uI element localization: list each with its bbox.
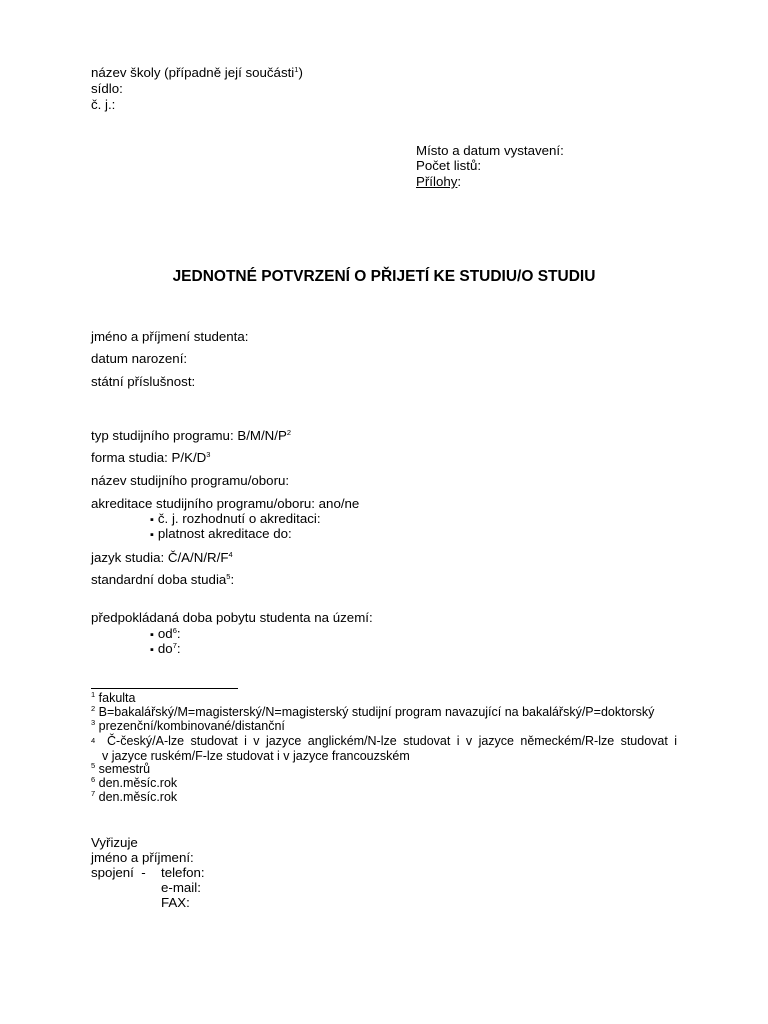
footnote-ref-6: 6 [172, 626, 177, 635]
study-form-label: forma studia: P/K/D [91, 450, 207, 465]
document-title: JEDNOTNÉ POTVRZENÍ O PŘIJETÍ KE STUDIU/O STUDIU [172, 268, 596, 285]
footnote [91, 790, 677, 805]
footnote-ref-1: 1 [294, 65, 299, 74]
attachments-colon: : [457, 174, 462, 189]
standard-duration-colon: : [230, 572, 235, 587]
phone-label: telefon: [161, 865, 205, 880]
stay-to-line [150, 641, 181, 658]
stay-duration-label: předpokládaná doba pobytu studenta na území: [91, 610, 373, 625]
accreditation-item: ▪ platnost akreditace do: [150, 526, 292, 543]
stay-from-label: od [157, 626, 173, 641]
footnote-number: 2 [91, 704, 96, 713]
seat-label: sídlo: [91, 81, 123, 96]
attachments-line [416, 174, 461, 190]
study-form-line [91, 450, 210, 466]
footnote-ref-4: 4 [228, 550, 233, 559]
footnote-number: 3 [91, 718, 96, 727]
contact-name-label: jméno a příjmení: [91, 850, 194, 865]
standard-duration-line [91, 572, 234, 588]
footnote-text: fakulta [98, 691, 136, 705]
fax-label: FAX: [161, 895, 190, 910]
page-count-label: Počet listů: [416, 158, 482, 173]
footnote-text: Č-český/A-lze studovat i v jazyce anglickém/N-lze studovat i v jazyce německém/R-lze studovat i [107, 734, 677, 748]
footnote-number: 1 [91, 690, 96, 699]
citizenship-label: státní příslušnost: [91, 374, 196, 389]
program-type-label: typ studijního programu: B/M/N/P [91, 428, 287, 443]
attachments-label: Přílohy [416, 174, 458, 189]
footnote-ref-5: 5 [226, 572, 231, 581]
footnote-number: 5 [91, 761, 96, 770]
footnote-text: den.měsíc.rok [98, 776, 178, 790]
footnote-number: 4 [91, 736, 96, 745]
footnote-first-line [91, 734, 677, 749]
accreditation-item: ▪ č. j. rozhodnutí o akreditaci: [150, 511, 321, 528]
birth-date-label: datum narození: [91, 351, 188, 366]
stay-to-label: do [157, 641, 173, 656]
accreditation-label: akreditace studijního programu/oboru: ano/ne [91, 496, 360, 511]
place-date-label: Místo a datum vystavení: [416, 143, 564, 158]
program-type-line [91, 428, 291, 444]
standard-duration-label: standardní doba studia [91, 572, 227, 587]
footnote-number: 6 [91, 775, 96, 784]
footnote-ref-3: 3 [206, 450, 211, 459]
email-label: e-mail: [161, 880, 201, 895]
footnote-text: den.měsíc.rok [98, 790, 178, 804]
footnote-text: B=bakalářský/M=magisterský/N=magisterský studijní program navazující na bakalářský/P=doktorský [98, 705, 655, 719]
footnote [91, 734, 677, 763]
stay-to-colon: : [176, 641, 181, 656]
footnote [91, 776, 677, 791]
handled-by-label: Vyřizuje [91, 835, 138, 850]
footnote-separator [91, 688, 238, 689]
connection-label: spojení - [91, 865, 146, 880]
footnote [91, 705, 677, 720]
school-name-label: název školy (případně její součásti [91, 65, 295, 80]
study-language-label: jazyk studia: Č/A/N/R/F [91, 550, 229, 565]
footnote-text-continued: v jazyce ruském/F-lze studovat i v jazyce francouzském [102, 748, 410, 763]
footnote-ref-2: 2 [286, 428, 292, 437]
footnote-number: 7 [91, 789, 96, 798]
footnote [91, 719, 677, 734]
footnote-text: semestrů [98, 762, 151, 776]
student-name-label: jméno a příjmení studenta: [91, 329, 249, 344]
footnote-text: prezenční/kombinované/distanční [98, 719, 285, 733]
stay-from-colon: : [176, 626, 181, 641]
reference-number-label: č. j.: [91, 97, 116, 112]
school-name-line [91, 65, 303, 81]
program-name-label: název studijního programu/oboru: [91, 473, 290, 488]
footnote-ref-7: 7 [172, 641, 177, 650]
school-name-close: ) [298, 65, 303, 80]
footnote [91, 691, 677, 706]
study-language-line [91, 550, 233, 566]
footnote [91, 762, 677, 777]
